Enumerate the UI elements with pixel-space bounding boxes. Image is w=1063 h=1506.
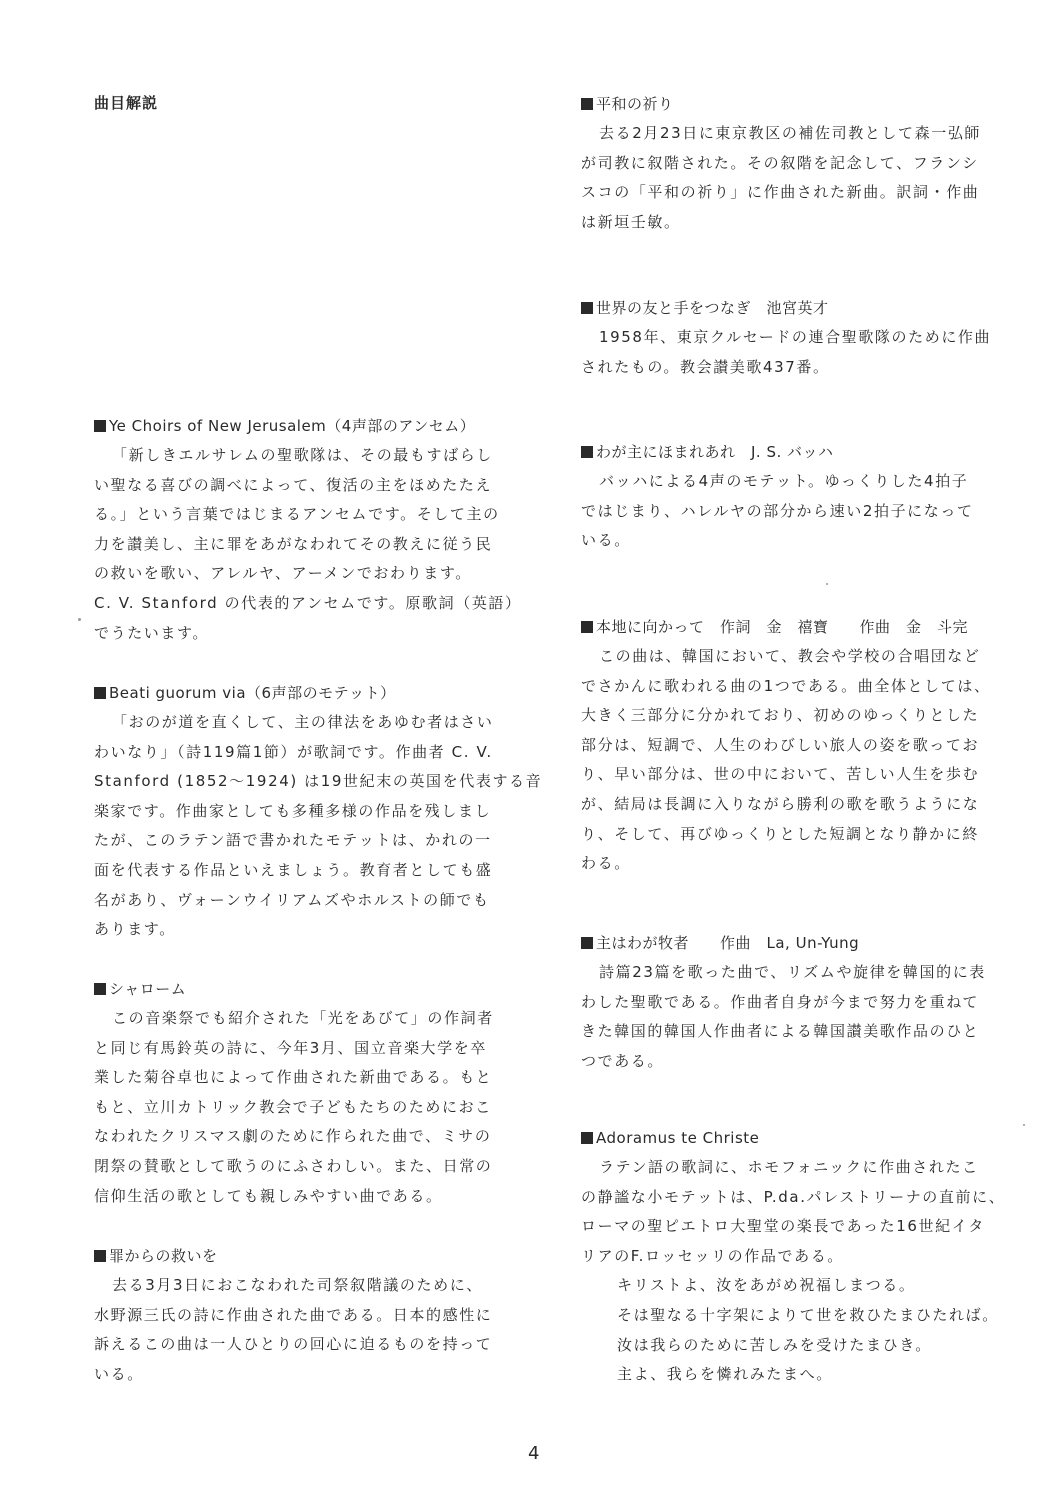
body-line: 楽家です。作曲家としても多種多様の作品を残しまし [94,801,492,820]
body-line: 力を讃美し、主に罪をあがなわれてその教えに従う民 [94,534,493,553]
square-bullet-icon [581,1132,593,1144]
square-bullet-icon [94,420,106,432]
body-line: の静謐な小モテットは、P.da.パレストリーナの直前に、 [581,1187,1006,1206]
body-line: わした聖歌である。作曲者自身が今まで努力を重ねて [581,992,980,1011]
body-line: が司教に叙階された。その叙階を記念して、フランシ [581,153,979,172]
body-line: でうたいます。 [94,623,210,642]
body-line: り、そして、再びゆっくりとした短調となり静かに終 [581,824,979,843]
body-line: 訴えるこの曲は一人ひとりの回心に迫るものを持って [94,1335,493,1354]
body-line: 「新しきエルサレムの聖歌隊は、その最もすばらし [112,446,493,464]
verse-line: 汝は我らのために苦しみを受けたまひき。 [617,1335,932,1354]
body-line: スコの「平和の祈り」に作曲された新曲。訳詞・作曲 [581,183,980,202]
square-bullet-icon [94,983,106,995]
section-adoramus [581,1123,1021,1390]
body-line: 業した菊谷卓也によって作曲された新曲である。もと [94,1068,493,1087]
body-line: ラテン語の歌詞に、ホモフォニックに作曲されたこ [599,1158,979,1176]
body-line: 大きく三部分に分かれており、初めのゆっくりとした [581,706,980,725]
body-line: 信仰生活の歌としても親しみやすい曲である。 [94,1186,443,1205]
square-bullet-icon [94,687,106,699]
body-line: リアのF.ロッセッリの作品である。 [581,1246,844,1265]
verse-line: 主よ、我らを憐れみたまへ。 [617,1365,833,1384]
body-line: 面を代表する作品といえましょう。教育者としても盛 [94,860,493,879]
body-line: 「おのが道を直くして、主の律法をあゆむ者はさい [112,713,494,731]
section-title: Ye Choirs of New Jerusalem（4声部のアンセム） [94,411,534,441]
body-line: ローマの聖ピエトロ大聖堂の楽長であった16世紀イタ [581,1217,985,1236]
square-bullet-icon [581,302,593,314]
square-bullet-icon [581,937,593,949]
body-line: C. V. Stanford の代表的アンセムです。原歌詞（英語） [94,593,522,612]
section-title: 平和の祈り [581,89,1021,119]
section-title: Adoramus te Christe [581,1123,1021,1153]
section-lord-my-shepherd [581,928,1021,1076]
body-line: この音楽祭でも紹介された「光をあびて」の作詞者 [112,1009,494,1027]
body-line: Stanford (1852～1924) は19世紀末の英国を代表する音 [94,772,543,791]
body-line: いる。 [94,1364,144,1383]
body-line: いる。 [581,531,631,550]
section-title: わが主にほまれあれ J. S. バッハ [581,437,1021,467]
body-line: 部分は、短調で、人生のわびしい旅人の姿を歌ってお [581,735,980,754]
body-line: 去る3月3日におこなわれた司祭叙階議のために、 [112,1276,483,1294]
section-title: 本地に向かって 作詞 金 禧寶 作曲 金 斗完 [581,612,1021,642]
page-heading: 曲目解説 [94,94,159,112]
section-homeland [581,612,1021,879]
body-line: は新垣壬敏。 [581,212,681,231]
section-world-friends [581,293,1021,382]
scan-speck [1023,1124,1025,1126]
verse-line: キリストよ、汝をあがめ祝福しまつる。 [617,1276,916,1295]
section-prayer-for-peace [581,89,1021,237]
body-line: わる。 [581,854,631,873]
section-beati-guorum [94,678,543,945]
body-line: あります。 [94,920,176,939]
body-line: バッハによる4声のモテット。ゆっくりした4拍子 [599,472,969,490]
body-line: と同じ有馬鈴英の詩に、今年3月、国立音楽大学を卒 [94,1038,487,1057]
body-line: この曲は、韓国において、教会や学校の合唱団など [599,647,981,665]
scan-speck [78,618,81,621]
scan-speck [826,583,828,585]
body-line: ではじまり、ハレルヤの部分から速い2拍子になって [581,501,974,520]
body-line: 去る2月23日に東京教区の補佐司教として森一弘師 [599,124,982,142]
section-bach-motet [581,437,1021,556]
body-line: もと、立川カトリック教会で子どもたちのためにおこ [94,1097,492,1116]
body-line: る。」という言葉ではじまるアンセムです。そして主の [94,505,500,524]
square-bullet-icon [581,98,593,110]
body-line: 1958年、東京クルセードの連合聖歌隊のために作曲 [599,328,992,346]
body-line: でさかんに歌われる曲の1つである。曲全体としては、 [581,676,991,695]
body-line: の救いを歌い、アレルヤ、アーメンでおわります。 [94,564,472,583]
body-line: 水野源三氏の詩に作曲された曲である。日本的感性に [94,1305,493,1324]
square-bullet-icon [581,446,593,458]
section-title: Beati guorum via（6声部のモテット） [94,678,534,708]
body-line: きた韓国的韓国人作曲者による韓国讃美歌作品のひと [581,1022,980,1041]
body-line: なわれたクリスマス劇のために作られた曲で、ミサの [94,1127,492,1146]
section-shalom [94,974,534,1211]
body-line: り、早い部分は、世の中において、苦しい人生を歩む [581,765,980,784]
section-title: シャローム [94,974,534,1004]
body-line: されたもの。教会讃美歌437番。 [581,357,830,376]
body-line: 詩篇23篇を歌った曲で、リズムや旋律を韓国的に表 [599,963,986,981]
body-line: つである。 [581,1051,665,1070]
body-line: わいなり」（詩119篇1節）が歌詞です。作曲者 C. V. [94,742,493,761]
section-title: 主はわが牧者 作曲 La, Un-Yung [581,928,1021,958]
section-title: 罪からの救いを [94,1241,534,1271]
section-salvation-from-sin [94,1241,534,1389]
square-bullet-icon [94,1250,106,1262]
body-line: 閉祭の賛歌として歌うのにふさわしい。また、日常の [94,1156,493,1175]
body-line: 名があり、ヴォーンウイリアムズやホルストの師でも [94,890,490,909]
body-line: い聖なる喜びの調べによって、復活の主をほめたたえ [94,475,493,494]
section-title: 世界の友と手をつなぎ 池宮英才 [581,293,1021,323]
body-line: たが、このラテン語で書かれたモテットは、かれの一 [94,831,492,850]
square-bullet-icon [581,621,593,633]
body-line: が、結局は長調に入りながら勝利の歌を歌うようにな [581,794,980,813]
verse-line: そは聖なる十字架によりて世を救ひたまひたれば。 [617,1305,999,1324]
section-ye-choirs [94,411,534,648]
page-number: 4 [528,1443,540,1464]
